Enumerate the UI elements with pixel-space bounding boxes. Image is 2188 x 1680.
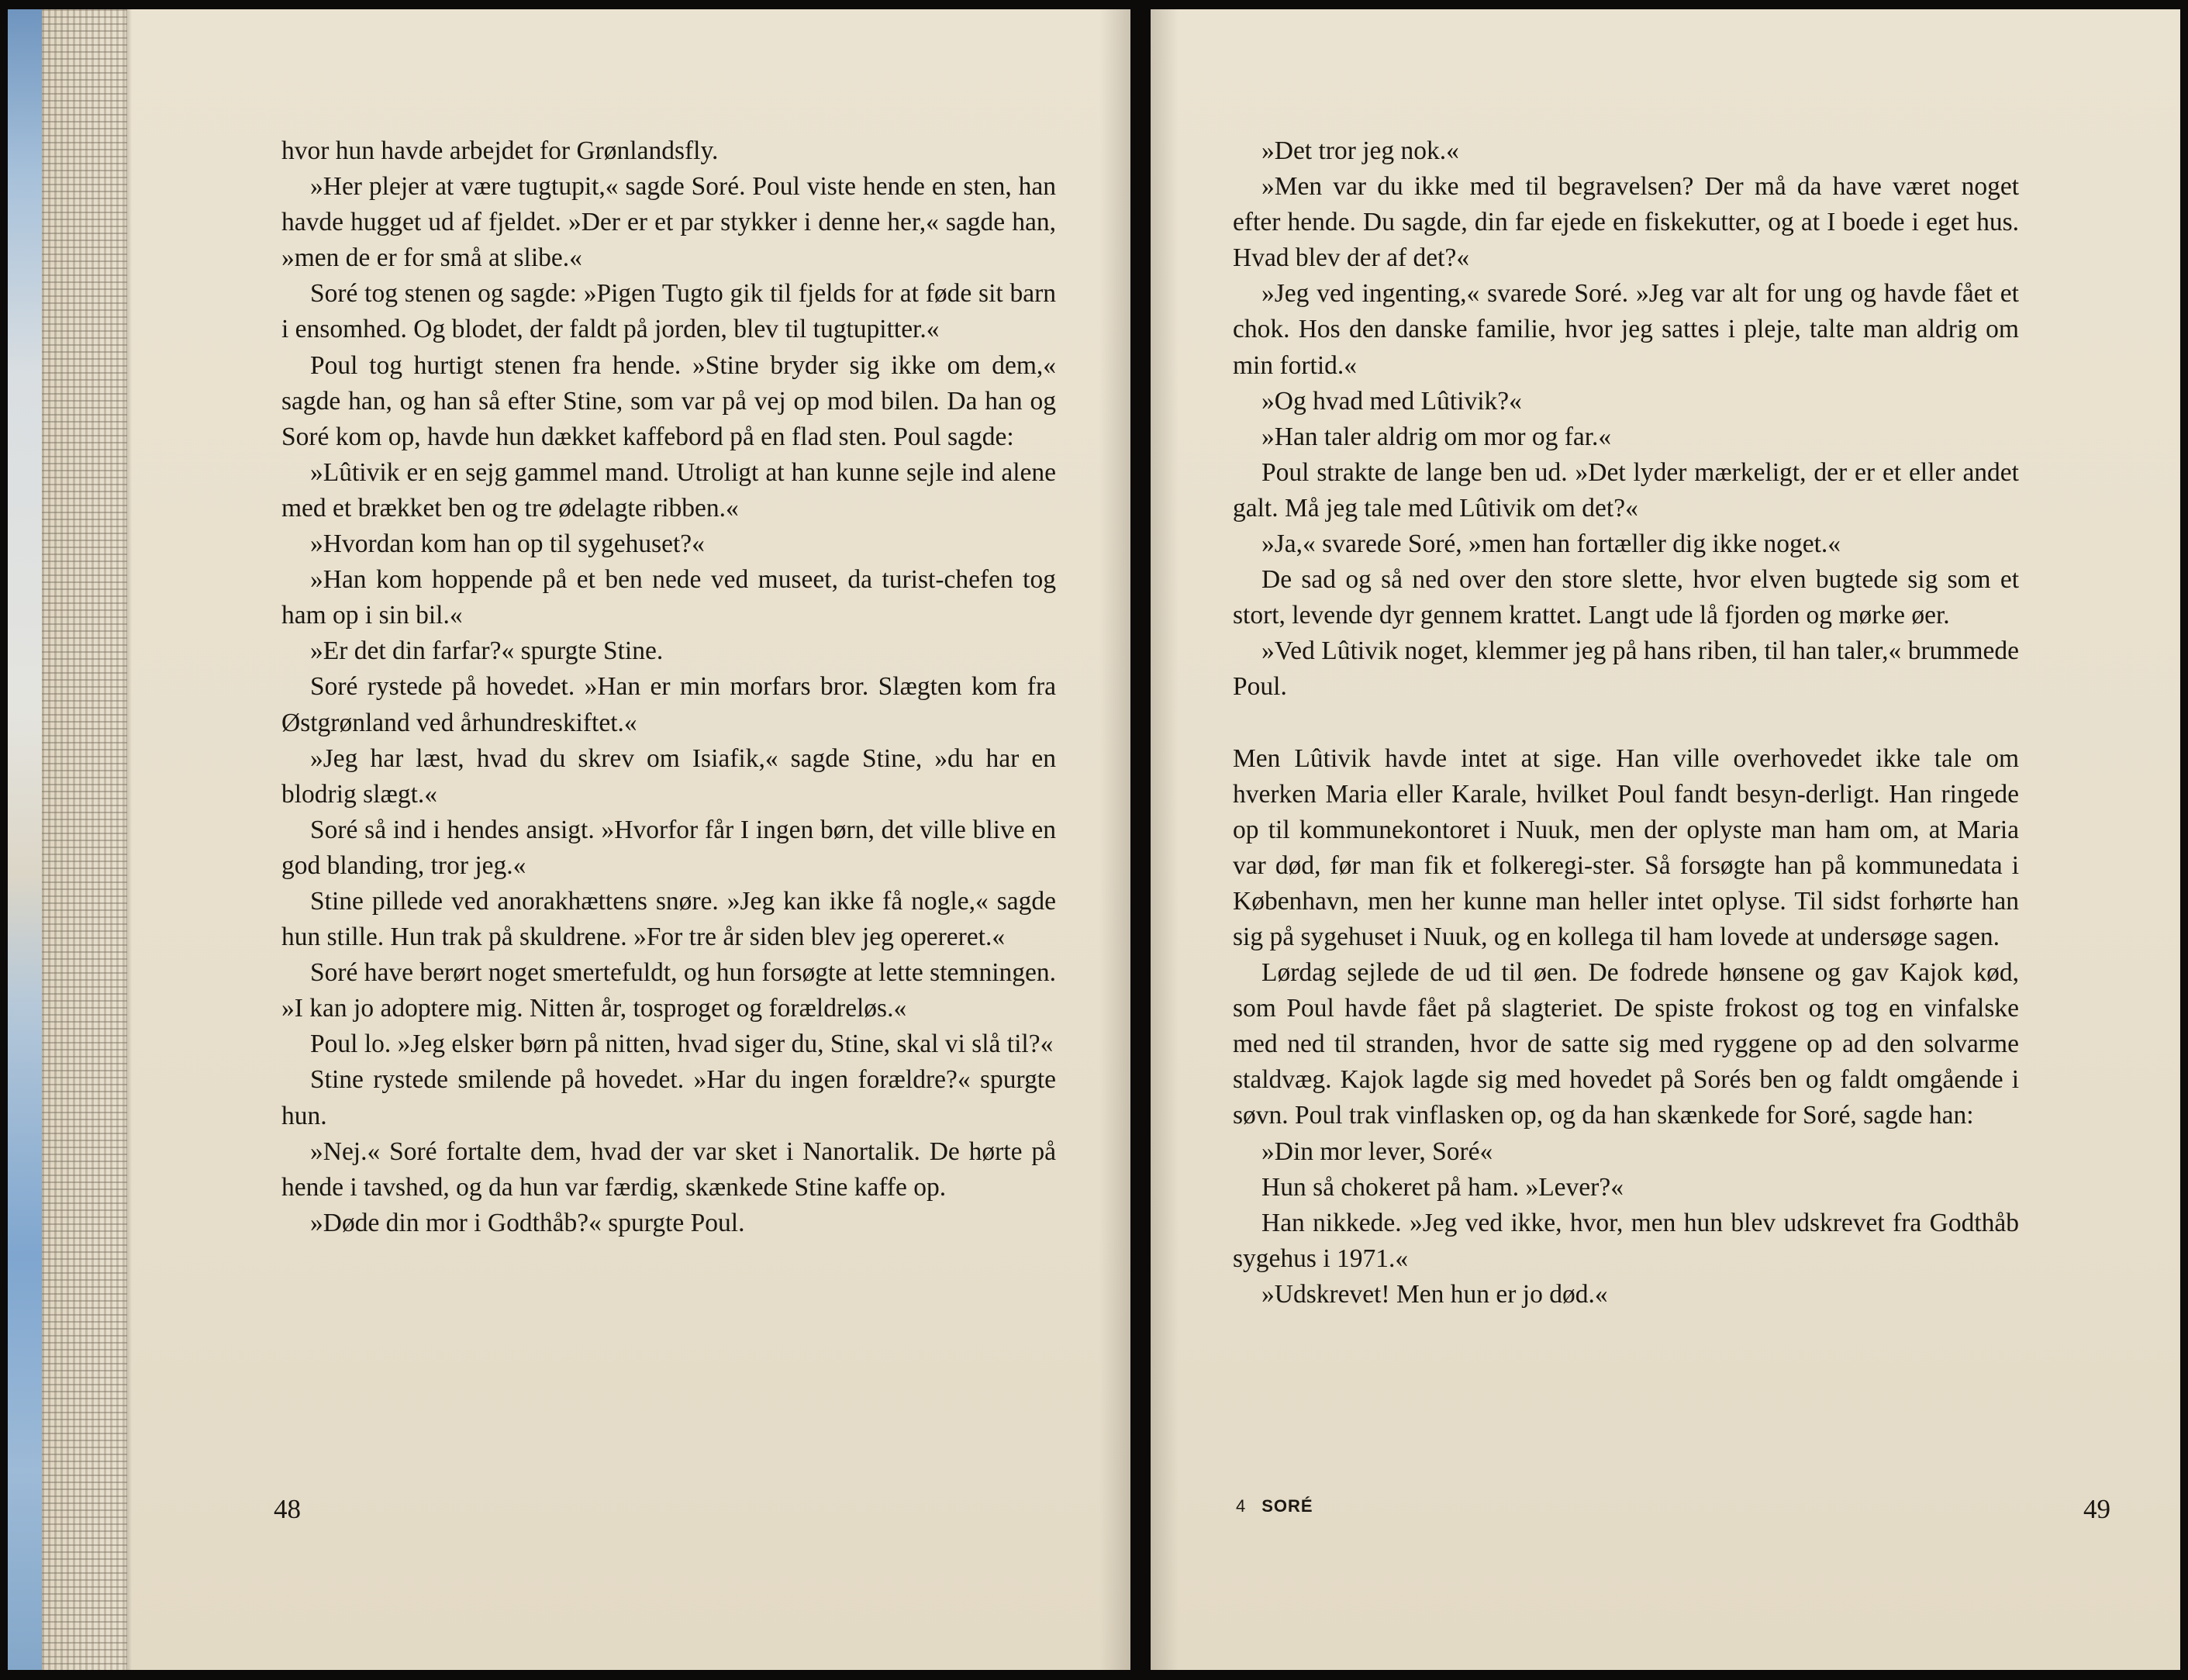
paragraph: Stine rystede smilende på hovedet. »Har du ingen forældre?« spurgte hun. [281,1065,1056,1130]
paragraph: »Udskrevet! Men hun er jo død.« [1261,1279,1608,1309]
signature-mark [1236,1496,1313,1516]
signature-number: 4 [1236,1496,1247,1516]
paragraph: »Hvordan kom han op til sygehuset?« [310,530,705,559]
paragraph: Soré tog stenen og sagde: »Pigen Tugto gik til fjelds for at føde sit barn i ensomhed. Og blodet, der faldt på jorden, blev til tugtupitter.« [281,279,1056,344]
paragraph: Soré så ind i hendes ansigt. »Hvorfor får I ingen børn, det ville blive en god blanding, tror jeg.« [281,815,1056,880]
paragraph: »Og hvad med Lûtivik?« [1261,386,1522,416]
paragraph: Lørdag sejlede de ud til øen. De fodrede hønsene og gav Kajok kød, som Poul havde fået på slagteriet. De spiste frokost og tog en vinfalske med ned til stranden, hvor de satte sig med ryggene op ad den solvarme staldvæg. Kajok lagde sig med hovedet på Sorés ben og faldt omgående i søvn. Poul trak vinflasken op, og da han skænkede for Soré, sagde han: [1233,958,2019,1130]
paragraph: Soré have berørt noget smertefuldt, og hun forsøgte at lette stemningen. »I kan jo adoptere mig. Nitten år, tosproget og forældreløs.« [281,958,1056,1023]
paragraph: »Din mor lever, Soré« [1261,1137,1493,1166]
right-page-text [1233,133,2019,1313]
paragraph: »Her plejer at være tugtupit,« sagde Soré. Poul viste hende en sten, han havde hugget ud af fjeldet. »Der er et par stykker i denne her,« sagde han, »men de er for små at slibe.« [281,172,1056,273]
page-number-left: 48 [274,1494,301,1524]
frayed-fore-edge [42,9,127,1670]
section-after-break [1233,741,2019,1313]
gutter-shadow [1099,9,1130,1670]
paragraph: Han nikkede. »Jeg ved ikke, hvor, men hun blev udskrevet fra Godthåb sygehus i 1971.« [1233,1208,2019,1273]
signature-title: SORÉ [1261,1496,1313,1516]
paragraph: »Jeg har læst, hvad du skrev om Isiafik,« sagde Stine, »du har en blodrig slægt.« [281,743,1056,809]
gutter-shadow [1151,9,1179,1670]
paragraph: »Døde din mor i Godthåb?« spurgte Poul. [310,1208,745,1237]
page-edge-strip [8,9,45,1670]
paragraph: »Jeg ved ingenting,« svarede Soré. »Jeg var alt for ung og havde fået et chok. Hos den danske familie, hvor jeg sattes i pleje, talte man aldrig om min fortid.« [1233,279,2019,380]
page-number-right: 49 [2083,1494,2110,1524]
paragraph: »Ved Lûtivik noget, klemmer jeg på hans riben, til han taler,« brummede Poul. [1233,636,2019,702]
paragraph: De sad og så ned over den store slette, hvor elven bugtede sig som et stort, levende dyr gennem krattet. Langt ude lå fjorden og mørke øer. [1233,565,2019,630]
paragraph: Poul strakte de lange ben ud. »Det lyder mærkeligt, der er et eller andet galt. Må jeg tale med Lûtivik om det?« [1233,457,2019,523]
paragraph: Men Lûtivik havde intet at sige. Han ville overhovedet ikke tale om hverken Maria eller Karale, hvilket Poul fandt besyn-derligt. Han ringede op til kommunekontoret i Nuuk, men der oplyste man ham om, at Maria var død, før man fik et folkeregi-ster. Så forsøgte han på kommunedata i København, men her kunne man heller intet oplyse. Til sidst forhørte han sig på sygehuset i Nuuk, og en kollega til ham lovede at undersøge sagen. [1233,743,2019,951]
paragraph: Stine pillede ved anorakhættens snøre. »Jeg kan ikke få nogle,« sagde hun stille. Hun trak på skuldrene. »For tre år siden blev jeg opereret.« [281,886,1056,952]
left-page [8,9,1130,1670]
paragraph: »Ja,« svarede Soré, »men han fortæller dig ikke noget.« [1261,530,1841,559]
section-before-break [1233,133,2019,705]
paragraph: Poul tog hurtigt stenen fra hende. »Stine bryder sig ikke om dem,« sagde han, og han så efter Stine, som var på vej op mod bilen. Da han og Soré kom op, havde hun dækket kaffebord på en flad sten. Poul sagde: [281,350,1056,451]
paragraph: Hun så chokeret på ham. »Lever?« [1261,1172,1624,1202]
paragraph: »Men var du ikke med til begravelsen? Der må da have været noget efter hende. Du sagde, din far ejede en fiskekutter, og at I boede i eget hus. Hvad blev der af det?« [1233,172,2019,273]
paragraph: »Er det din farfar?« spurgte Stine. [310,636,664,666]
paragraph: »Han taler aldrig om mor og far.« [1261,422,1612,451]
paragraph: »Lûtivik er en sejg gammel mand. Utroligt at han kunne sejle ind alene med et brækket ben og tre ødelagte ribben.« [281,457,1056,523]
paragraph: Soré rystede på hovedet. »Han er min morfars bror. Slægten kom fra Østgrønland ved århundreskiftet.« [281,672,1056,737]
paragraph: hvor hun havde arbejdet for Grønlandsfly. [281,136,719,165]
paragraph: »Han kom hoppende på et ben nede ved museet, da turist-chefen tog ham op i sin bil.« [281,565,1056,630]
paragraph: »Det tror jeg nok.« [1261,136,1459,165]
paragraph: Poul lo. »Jeg elsker børn på nitten, hvad siger du, Stine, skal vi slå til?« [310,1030,1054,1059]
paragraph: »Nej.« Soré fortalte dem, hvad der var sket i Nanortalik. De hørte på hende i tavshed, og da hun var færdig, skænkede Stine kaffe op. [281,1137,1056,1202]
left-page-text [281,133,1056,1241]
right-page [1151,9,2180,1670]
section-break [1233,705,2019,741]
